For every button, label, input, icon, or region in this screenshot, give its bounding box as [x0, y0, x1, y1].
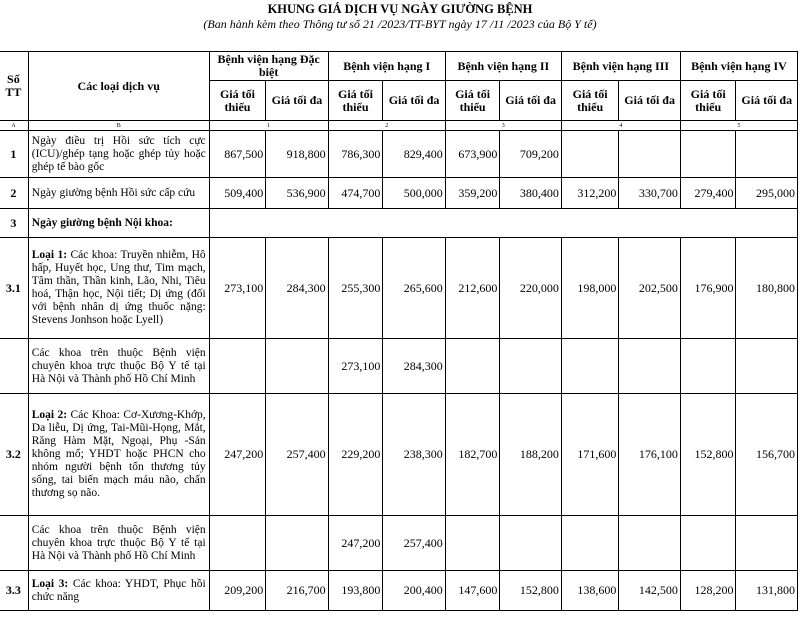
- category-label: Loại 1:: [31, 249, 68, 261]
- stt-cell: 1: [0, 131, 28, 178]
- price-cell: 247,200: [328, 516, 383, 571]
- price-cell: [561, 516, 619, 571]
- price-cell: 295,000: [736, 178, 798, 209]
- stt-cell: 3.1: [0, 238, 28, 339]
- stt-cell: 3.3: [0, 571, 28, 611]
- stt-cell: [0, 339, 28, 394]
- letter-row: [0, 121, 798, 131]
- price-cell: 255,300: [328, 238, 383, 339]
- price-cell: 709,200: [500, 131, 561, 178]
- price-cell: 176,100: [619, 394, 680, 516]
- service-cell: [28, 516, 209, 571]
- service-cell: [28, 571, 209, 611]
- price-cell: 182,700: [445, 394, 500, 516]
- price-cell: [619, 131, 680, 178]
- price-cell: [209, 516, 266, 571]
- price-cell: 202,500: [619, 238, 680, 339]
- table-row: [0, 131, 798, 178]
- price-cell: 180,800: [736, 238, 798, 339]
- price-cell: 220,000: [500, 238, 561, 339]
- price-cell: [680, 516, 736, 571]
- table-row: [0, 209, 798, 238]
- group-header-3: Bệnh viện hạng III: [561, 52, 680, 81]
- service-cell: [28, 238, 209, 339]
- price-cell: 265,600: [383, 238, 445, 339]
- service-description: Các khoa trên thuộc Bệnh viện chuyên khoa trực thuộc Bộ Y tế tại Hà Nội và Thành phố Hồ Chí Minh: [31, 523, 206, 562]
- price-cell: 536,900: [266, 178, 328, 209]
- price-cell: 247,200: [209, 394, 266, 516]
- price-cell: [500, 339, 561, 394]
- stt-header: Số TT: [0, 52, 28, 121]
- price-cell: [209, 339, 266, 394]
- table-row: [0, 394, 798, 516]
- price-cell: 138,600: [561, 571, 619, 611]
- price-cell: 284,300: [266, 238, 328, 339]
- letter-cell: 4: [561, 121, 680, 131]
- group-header-4: Bệnh viện hạng IV: [680, 52, 797, 81]
- service-header: Các loại dịch vụ: [28, 52, 209, 121]
- price-cell: 786,300: [328, 131, 383, 178]
- service-cell: [28, 339, 209, 394]
- letter-cell: B: [28, 121, 209, 131]
- price-cell: 238,300: [383, 394, 445, 516]
- table-row: [0, 516, 798, 571]
- price-cell: 257,400: [266, 394, 328, 516]
- service-cell: [28, 178, 209, 209]
- service-description: Các khoa: YHDT, Phục hồi chức năng: [31, 577, 206, 603]
- letter-cell: A: [0, 121, 28, 131]
- price-cell: 200,400: [383, 571, 445, 611]
- table-row: [0, 178, 798, 209]
- price-cell: [736, 516, 798, 571]
- service-description: Các Khoa: Cơ-Xương-Khớp, Da liễu, Dị ứng, Tai-Mũi-Họng, Mắt, Răng Hàm Mặt, Ngoại, Phụ -Sản không mổ; YHDT hoặc PHCN cho nhóm người bệnh tổn thương tủy sống, tai biến mạch máu não, chấn thương sọ não.: [31, 409, 206, 499]
- page-subtitle: (Ban hành kèm theo Thông tư số 21 /2023/TT-BYT ngày 17 /11 /2023 của Bộ Y tế): [203, 17, 597, 31]
- price-cell: [445, 516, 500, 571]
- price-cell: 867,500: [209, 131, 266, 178]
- price-cell: 359,200: [445, 178, 500, 209]
- price-cell: 209,200: [209, 571, 266, 611]
- max-header: Giá tối đa: [736, 81, 798, 121]
- page-title: KHUNG GIÁ DỊCH VỤ NGÀY GIƯỜNG BỆNH: [267, 2, 533, 16]
- price-cell: 257,400: [383, 516, 445, 571]
- max-header: Giá tối đa: [500, 81, 561, 121]
- service-description: Các khoa trên thuộc Bệnh viện chuyên khoa trực thuộc Bộ Y tế tại Hà Nội và Thành phố Hồ Chí Minh: [31, 346, 206, 385]
- group-header-2: Bệnh viện hạng II: [445, 52, 561, 81]
- price-cell: 188,200: [500, 394, 561, 516]
- price-cell: [561, 339, 619, 394]
- max-header: Giá tối đa: [383, 81, 445, 121]
- price-cell: 509,400: [209, 178, 266, 209]
- table-row: [0, 238, 798, 339]
- price-cell: 198,000: [561, 238, 619, 339]
- letter-cell: 1: [209, 121, 328, 131]
- table-row: [0, 571, 798, 611]
- price-cell: [561, 131, 619, 178]
- price-cell: [266, 516, 328, 571]
- header-row-groups: [0, 52, 798, 81]
- group-header-special: Bệnh viện hạng Đặc biệt: [209, 52, 328, 81]
- price-cell: [680, 131, 736, 178]
- price-cell: 284,300: [383, 339, 445, 394]
- service-description: Ngày điều trị Hồi sức tích cực (ICU)/ghép tạng hoặc ghép tủy hoặc ghép tế bào gốc: [31, 134, 206, 173]
- table-row: [0, 339, 798, 394]
- price-cell: 273,100: [328, 339, 383, 394]
- min-header: Giá tối thiểu: [328, 81, 383, 121]
- price-cell: 918,800: [266, 131, 328, 178]
- stt-cell: 2: [0, 178, 28, 209]
- service-cell: Ngày giường bệnh Nội khoa:: [28, 209, 209, 238]
- category-label: Loại 3:: [31, 577, 69, 590]
- price-cell: 171,600: [561, 394, 619, 516]
- empty-cell: [209, 209, 797, 238]
- price-cell: 147,600: [445, 571, 500, 611]
- max-header: Giá tối đa: [619, 81, 680, 121]
- price-cell: 279,400: [680, 178, 736, 209]
- stt-cell: 3: [0, 209, 28, 238]
- price-cell: 152,800: [500, 571, 561, 611]
- price-cell: 216,700: [266, 571, 328, 611]
- price-cell: [619, 339, 680, 394]
- price-cell: 829,400: [383, 131, 445, 178]
- table-body: [0, 131, 798, 611]
- price-cell: 176,900: [680, 238, 736, 339]
- price-cell: 474,700: [328, 178, 383, 209]
- stt-cell: [0, 516, 28, 571]
- price-cell: [445, 339, 500, 394]
- min-header: Giá tối thiểu: [680, 81, 736, 121]
- min-header: Giá tối thiểu: [209, 81, 266, 121]
- price-cell: 500,000: [383, 178, 445, 209]
- letter-cell: 3: [445, 121, 561, 131]
- price-cell: 330,700: [619, 178, 680, 209]
- price-cell: 312,200: [561, 178, 619, 209]
- price-cell: 152,800: [680, 394, 736, 516]
- price-cell: 380,400: [500, 178, 561, 209]
- price-cell: 229,200: [328, 394, 383, 516]
- service-description: Các khoa: Truyền nhiễm, Hô hấp, Huyết học, Ung thư, Tim mạch, Tâm thần, Thần kinh, Lão, Nhi, Tiêu hoá, Thận học, Nội tiết; Dị ứng (đối với bệnh nhân dị ứng thuốc nặng: Stevens Jonhson hoặc Lyell): [31, 249, 206, 326]
- price-cell: [680, 339, 736, 394]
- min-header: Giá tối thiểu: [561, 81, 619, 121]
- price-cell: 273,100: [209, 238, 266, 339]
- service-cell: [28, 131, 209, 178]
- min-header: Giá tối thiểu: [445, 81, 500, 121]
- price-cell: [736, 339, 798, 394]
- group-header-1: Bệnh viện hạng I: [328, 52, 445, 81]
- max-header: Giá tối đa: [266, 81, 328, 121]
- letter-cell: 2: [328, 121, 445, 131]
- price-cell: [500, 516, 561, 571]
- price-table: [0, 51, 798, 611]
- price-cell: 212,600: [445, 238, 500, 339]
- price-cell: [619, 516, 680, 571]
- price-cell: 128,200: [680, 571, 736, 611]
- price-cell: 142,500: [619, 571, 680, 611]
- price-cell: 193,800: [328, 571, 383, 611]
- price-cell: 673,900: [445, 131, 500, 178]
- price-cell: [736, 131, 798, 178]
- price-cell: 156,700: [736, 394, 798, 516]
- price-cell: 131,800: [736, 571, 798, 611]
- letter-cell: 5: [680, 121, 797, 131]
- service-cell: [28, 394, 209, 516]
- stt-cell: 3.2: [0, 394, 28, 516]
- service-description: Ngày giường bệnh Hồi sức cấp cứu: [31, 186, 196, 199]
- price-cell: [266, 339, 328, 394]
- category-label: Loại 2:: [31, 409, 68, 421]
